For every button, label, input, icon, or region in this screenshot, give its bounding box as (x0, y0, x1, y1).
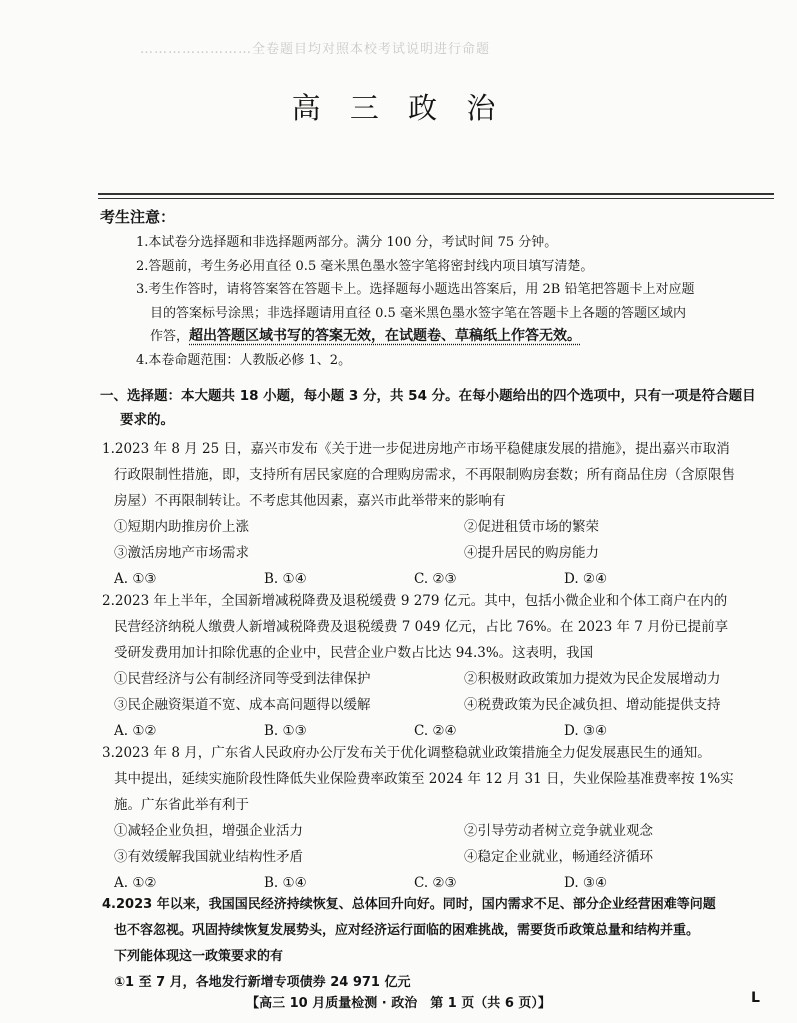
option: ①短期内助推房价上涨 (114, 519, 249, 535)
notice-heading: 考生注意： (100, 208, 176, 226)
divider-top-thin (98, 198, 774, 199)
divider-top (98, 193, 774, 195)
question-stem: 3.2023 年 8 月，广东省人民政府办公厅发布关于优化调整稳就业政策措施全力促发展惠民生的通知。 (102, 745, 711, 761)
choice-a: A. ①② (114, 875, 157, 891)
option-row (102, 692, 772, 718)
choice-b: B. ①④ (264, 571, 307, 587)
question-2 (102, 588, 772, 744)
notice-item-emphasis-line (136, 325, 766, 349)
section-heading (100, 384, 780, 432)
choice-a: A. ①② (114, 723, 157, 739)
notice-text: 作答， (150, 329, 190, 344)
option: ①1 至 7 月，各地发行新增专项债券 24 971 亿元 (114, 975, 411, 990)
question-stem: 4.2023 年以来，我国国民经济持续恢复、总体回升向好。同时，国内需求不足、部分企业经营困难等问题 (102, 897, 716, 912)
question-1 (102, 436, 772, 592)
choice-c: C. ②④ (414, 723, 457, 739)
question-stem: 房屋）不再限制转让。不考虑其他因素，嘉兴市此举带来的影响有 (114, 493, 506, 509)
notice-item: 1.本试卷分选择题和非选择题两部分。满分 100 分，考试时间 75 分钟。 (136, 235, 558, 250)
section-heading-line: 要求的。 (120, 412, 174, 428)
choice-c: C. ②③ (414, 571, 457, 587)
option: ④税费政策为民企减负担、增动能提供支持 (464, 697, 721, 713)
section-heading-line: 一、选择题：本大题共 18 小题，每小题 3 分，共 54 分。在每小题给出的四个选项中，只有一项是符合题目 (100, 388, 756, 404)
option-row (102, 540, 772, 566)
question-stem: 施。广东省此举有利于 (114, 797, 249, 813)
option-row (102, 666, 772, 692)
question-stem: 2.2023 年上半年，全国新增减税降费及退税缓费 9 279 亿元。其中，包括小微企业和个体工商户在内的 (102, 593, 728, 609)
question-4 (102, 892, 772, 996)
option: ①民营经济与公有制经济同等受到法律保护 (114, 671, 371, 687)
notice-item: 目的答案标号涂黑；非选择题请用直径 0.5 毫米黑色墨水签字笔在答题卡上各题的答题区域内 (150, 305, 686, 321)
question-stem: 下列能体现这一政策要求的有 (114, 949, 284, 964)
notice-item: 2.答题前，考生务必用直径 0.5 毫米黑色墨水签字笔将密封线内项目填写清楚。 (136, 258, 594, 274)
option-row (102, 818, 772, 844)
choice-d: D. ③④ (564, 723, 608, 739)
option: ②促进租赁市场的繁荣 (464, 519, 599, 535)
option: ②积极财政政策加力提效为民企发展增动力 (464, 671, 721, 687)
choice-c: C. ②③ (414, 875, 457, 891)
option-row (102, 514, 772, 540)
question-3 (102, 740, 772, 896)
notice-item: 4.本卷命题范围：人教版必修 1、2。 (136, 352, 352, 368)
option: ②引导劳动者树立竞争就业观念 (464, 823, 653, 839)
choice-b: B. ①③ (264, 723, 307, 739)
question-stem: 行政限制性措施，即，支持所有居民家庭的合理购房需求，不再限制购房套数；所有商品住房（含原限售 (114, 467, 735, 483)
question-stem: 也不容忽视。巩固持续恢复发展势头，应对经济运行面临的困难挑战，需要货币政策总量和结构并重。 (114, 923, 700, 938)
choice-a: A. ①③ (114, 571, 157, 587)
option: ③民企融资渠道不宽、成本高问题得以缓解 (114, 697, 371, 713)
option: ③有效缓解我国就业结构性矛盾 (114, 849, 303, 865)
option: ④提升居民的购房能力 (464, 545, 599, 561)
page-footer: 【高三 10 月质量检测 · 政治 第 1 页（共 6 页）】 (246, 996, 551, 1011)
choice-d: D. ③④ (564, 875, 608, 891)
choice-d: D. ②④ (564, 571, 608, 587)
question-stem: 受研发费用加计扣除优惠的企业中，民营企业户数占比达 94.3%。这表明，我国 (114, 645, 594, 661)
page-title: 高 三 政 治 (291, 91, 506, 125)
choice-b: B. ①④ (264, 875, 307, 891)
notice-emphasis: 超出答题区域书写的答案无效，在试题卷、草稿纸上作答无效。 (189, 328, 582, 344)
bleed-through-text: ……………………全卷题目均对照本校考试说明进行命题 (140, 42, 491, 57)
option: ①减轻企业负担，增强企业活力 (114, 823, 303, 839)
notice-list (136, 231, 766, 372)
option: ④稳定企业就业，畅通经济循环 (464, 849, 653, 865)
question-stem: 1.2023 年 8 月 25 日，嘉兴市发布《关于进一步促进房地产市场平稳健康发展的措施》，提出嘉兴市取消 (102, 441, 730, 457)
option: ③激活房地产市场需求 (114, 545, 249, 561)
question-stem: 其中提出，延续实施阶段性降低失业保险费率政策至 2024 年 12 月 31 日，失业保险基准费率按 1%实 (114, 771, 734, 787)
question-stem: 民营经济纳税人缴费人新增减税降费及退税缓费 7 049 亿元，占比 76%。在 2023 年 7 月份已提前享 (114, 619, 729, 635)
corner-mark: L (751, 990, 760, 1006)
option-row (102, 844, 772, 870)
notice-item: 3.考生作答时，请将答案答在答题卡上。选择题每小题选出答案后，用 2B 铅笔把答题卡上对应题 (136, 282, 695, 297)
